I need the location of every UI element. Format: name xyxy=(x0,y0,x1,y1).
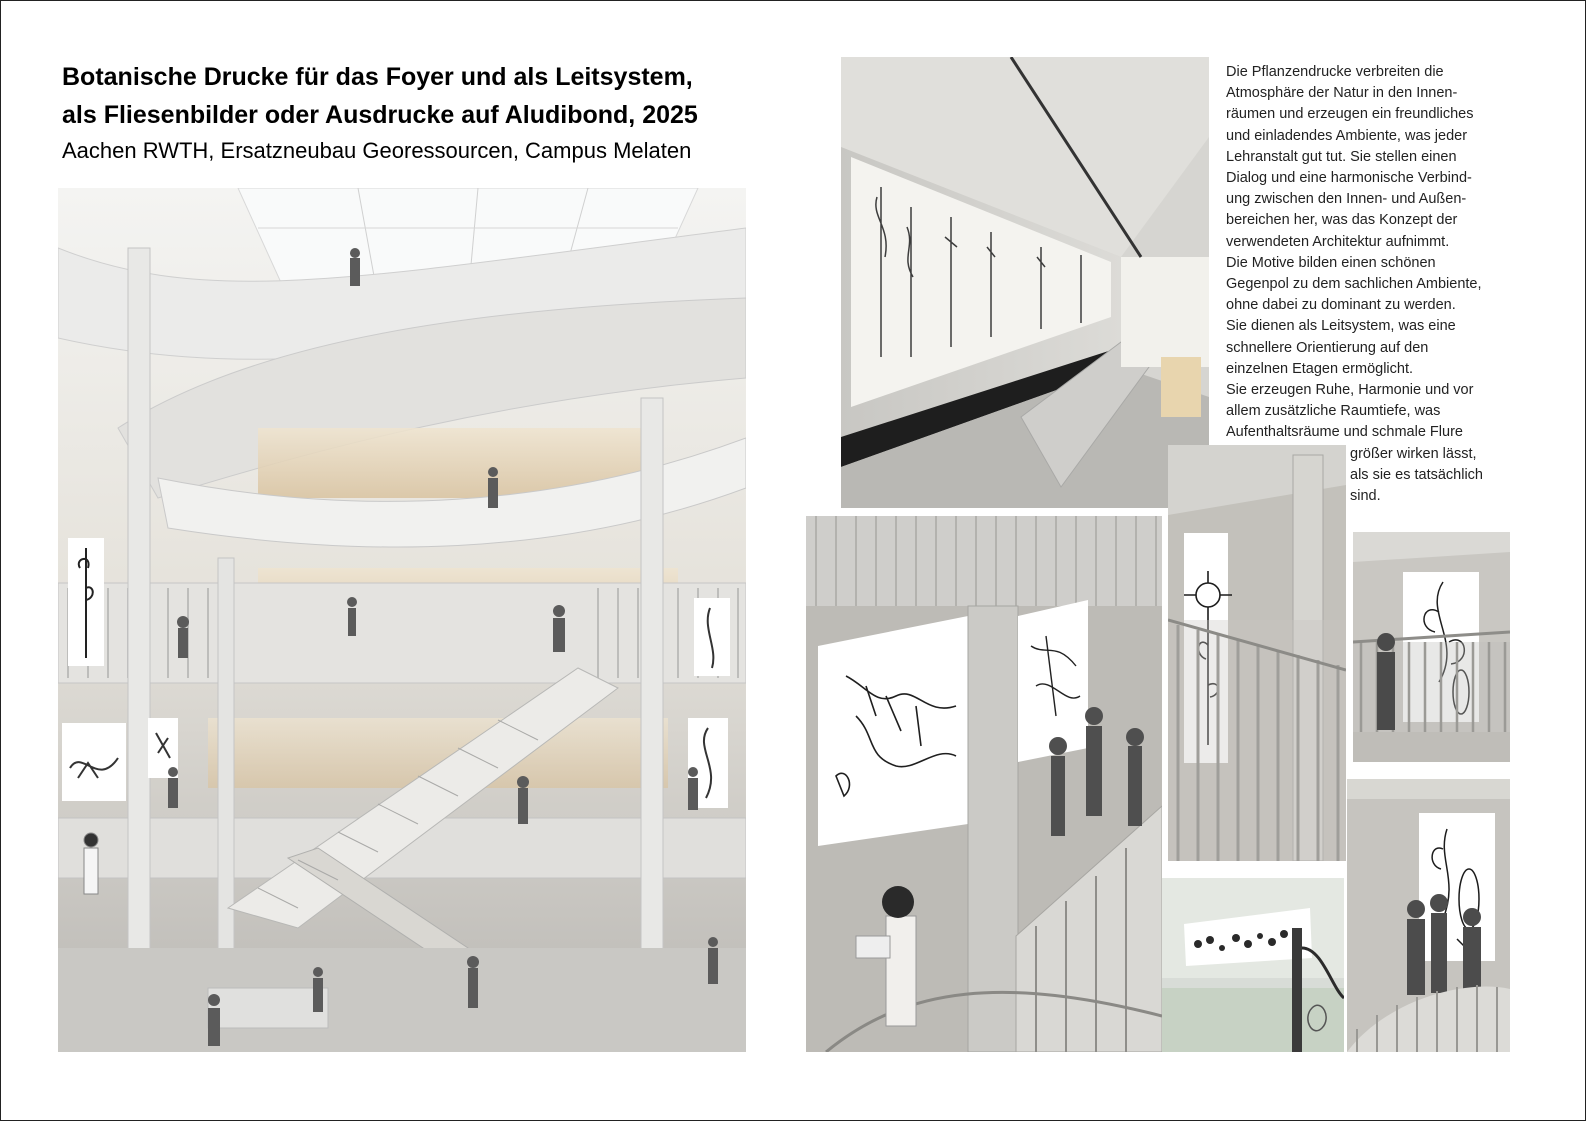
description-line: sind. xyxy=(1350,488,1381,505)
description-line: größer wirken lässt, xyxy=(1350,445,1477,462)
description-line: Sie dienen als Leitsystem, was eine xyxy=(1226,318,1456,335)
description-line: Atmosphäre der Natur in den Innen- xyxy=(1226,85,1458,102)
title-line-1: Botanische Drucke für das Foyer und als Leitsystem, xyxy=(62,63,693,91)
description-line: einzelnen Etagen ermöglicht. xyxy=(1226,360,1414,377)
gallery-rendering xyxy=(1353,532,1510,762)
description-line: Lehranstalt gut tut. Sie stellen einen xyxy=(1226,148,1457,165)
description-line: Die Pflanzendrucke verbreiten die xyxy=(1226,64,1444,80)
page-title xyxy=(62,58,698,134)
group-rendering xyxy=(1347,779,1510,1052)
description-line: Gegenpol zu dem sachlichen Ambiente, xyxy=(1226,276,1482,293)
description-line: verwendeten Architektur aufnimmt. xyxy=(1226,233,1450,250)
description-line: schnellere Orientierung auf den xyxy=(1226,339,1429,356)
description-line: bereichen her, was das Konzept der xyxy=(1226,212,1458,229)
description-text xyxy=(1226,62,1526,507)
description-line: allem zusätzliche Raumtiefe, was xyxy=(1226,403,1441,420)
description-line: ung zwischen den Innen- und Außen- xyxy=(1226,191,1467,208)
description-line: Sie erzeugen Ruhe, Harmonie und vor xyxy=(1226,382,1474,399)
description-line: als sie es tatsächlich xyxy=(1350,466,1483,483)
stairway-rendering xyxy=(806,516,1162,1052)
page-subtitle: Aachen RWTH, Ersatzneubau Georessourcen, Campus Melaten xyxy=(62,138,692,163)
atrium-rendering xyxy=(58,188,746,1052)
description-line: Dialog und eine harmonische Verbind- xyxy=(1226,170,1472,187)
description-line: Aufenthaltsräume und schmale Flure xyxy=(1226,424,1463,441)
lobby-rendering xyxy=(1162,878,1344,1052)
description-line: und einladendes Ambiente, was jeder xyxy=(1226,127,1468,144)
description-line: räumen und erzeugen ein freundliches xyxy=(1226,106,1474,123)
description-line: ohne dabei zu dominant zu werden. xyxy=(1226,297,1456,314)
corridor-rendering xyxy=(841,57,1209,508)
description-line: Die Motive bilden einen schönen xyxy=(1226,254,1436,271)
landing-rendering xyxy=(1168,445,1346,861)
title-line-2: als Fliesenbilder oder Ausdrucke auf Aludibond, 2025 xyxy=(62,101,698,129)
